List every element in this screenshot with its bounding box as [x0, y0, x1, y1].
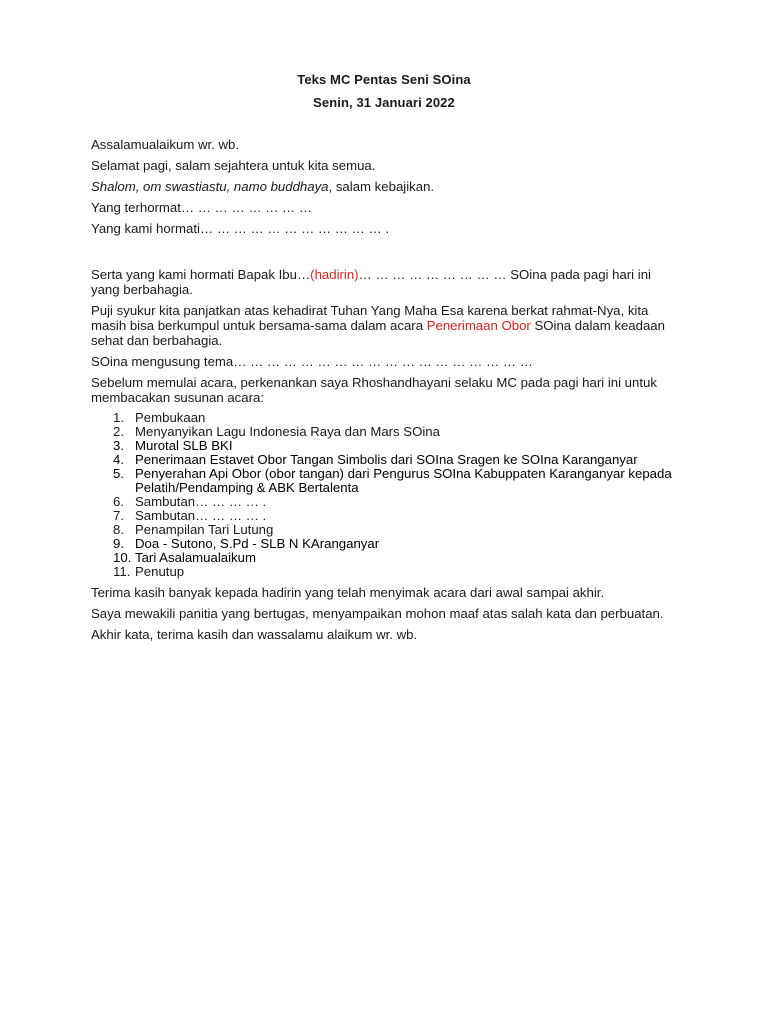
- document-title: Teks MC Pentas Seni SOina: [297, 72, 471, 87]
- list-text: Sambutan… … … … .: [135, 494, 267, 509]
- list-item: [91, 523, 681, 537]
- list-text: Sambutan… … … … .: [135, 508, 267, 523]
- closing-mewakili: Saya mewakili panitia yang bertugas, menyampaikan mohon maaf atas salah kata dan perbuatan.: [91, 606, 664, 621]
- list-number: 6.: [113, 494, 124, 509]
- list-number: 11.: [113, 564, 131, 579]
- greeting-pagi: Selamat pagi, salam sejahtera untuk kita semua.: [91, 158, 376, 173]
- greeting-multi-italic: Shalom, om swastiastu, namo buddhaya: [91, 179, 329, 194]
- list-text: Tari Asalamualaikum: [135, 550, 256, 565]
- list-text: Penutup: [135, 564, 185, 579]
- intro-syukur-text-end: SOina dalam keadaan sehat dan berbahagia.: [91, 318, 665, 348]
- list-item: [91, 537, 681, 551]
- list-number: 7.: [113, 508, 124, 523]
- agenda-list: [91, 411, 681, 579]
- list-text: Murotal SLB BKI: [135, 438, 233, 453]
- intro-serta: [91, 267, 681, 297]
- closing-terima: Terima kasih banyak kepada hadirin yang telah menyimak acara dari awal sampai akhir.: [91, 585, 605, 600]
- intro-tema: SOina mengusung tema… … … … … … … … … … … … … … … … … …: [91, 354, 533, 369]
- spacer: [91, 242, 681, 267]
- intro-syukur: [91, 303, 681, 348]
- intro-syukur-highlight: Penerimaan Obor: [426, 318, 531, 333]
- list-text: Menyanyikan Lagu Indonesia Raya dan Mars SOina: [135, 424, 440, 439]
- list-number: 5.: [113, 466, 124, 481]
- list-text: Penyerahan Api Obor (obor tangan) dari Pengurus SOIna Kabuppaten Karanganyar kepada Pelatih/Pendamping & ABK Bertalenta: [135, 466, 672, 495]
- list-text: Penampilan Tari Lutung: [135, 522, 274, 537]
- list-item: [91, 467, 681, 495]
- list-number: 2.: [113, 424, 124, 439]
- list-item: [91, 425, 681, 439]
- list-item: [91, 565, 681, 579]
- closing-akhir: Akhir kata, terima kasih dan wassalamu alaikum wr. wb.: [91, 627, 418, 642]
- intro-syukur-text: Puji syukur kita panjatkan atas kehadirat Tuhan Yang Maha Esa karena berkat rahmat-Nya, kita masih bisa berkumpul untuk bersama-sama dalam acara: [91, 303, 649, 333]
- greeting-multi-rest: , salam kebajikan.: [328, 179, 435, 194]
- list-number: 1.: [113, 410, 124, 425]
- document-date: Senin, 31 Januari 2022: [313, 95, 455, 110]
- list-number: 10.: [113, 550, 132, 565]
- intro-serta-highlight: (hadirin): [310, 267, 359, 282]
- intro-serta-text-end: … … … … … … … … … SOina pada pagi hari ini yang berbahagia.: [91, 267, 651, 297]
- list-text: Pembukaan: [135, 410, 206, 425]
- list-item: [91, 495, 681, 509]
- list-text: Penerimaan Estavet Obor Tangan Simbolis dari SOIna Sragen ke SOIna Karanganyar: [135, 452, 638, 467]
- intro-serta-text: Serta yang kami hormati Bapak Ibu…: [91, 267, 311, 282]
- list-item: [91, 509, 681, 523]
- list-text: Doa - Sutono, S.Pd - SLB N KAranganyar: [135, 536, 380, 551]
- list-number: 4.: [113, 452, 124, 467]
- list-number: 8.: [113, 522, 124, 537]
- list-number: 9.: [113, 536, 124, 551]
- intro-sebelum: Sebelum memulai acara, perkenankan saya Rhoshandhayani selaku MC pada pagi hari ini untuk membacakan susunan acara:: [91, 375, 657, 405]
- list-item: [91, 411, 681, 425]
- greeting-multi: [91, 179, 681, 194]
- greeting-hormati: Yang kami hormati… … … … … … … … … … … .: [91, 221, 389, 236]
- greeting-terhormat: Yang terhormat… … … … … … … …: [91, 200, 313, 215]
- list-number: 3.: [113, 438, 124, 453]
- document-body: [91, 137, 681, 648]
- list-item: [91, 453, 681, 467]
- list-item: [91, 439, 681, 453]
- greeting-salam: Assalamualaikum wr. wb.: [91, 137, 240, 152]
- list-item: [91, 551, 681, 565]
